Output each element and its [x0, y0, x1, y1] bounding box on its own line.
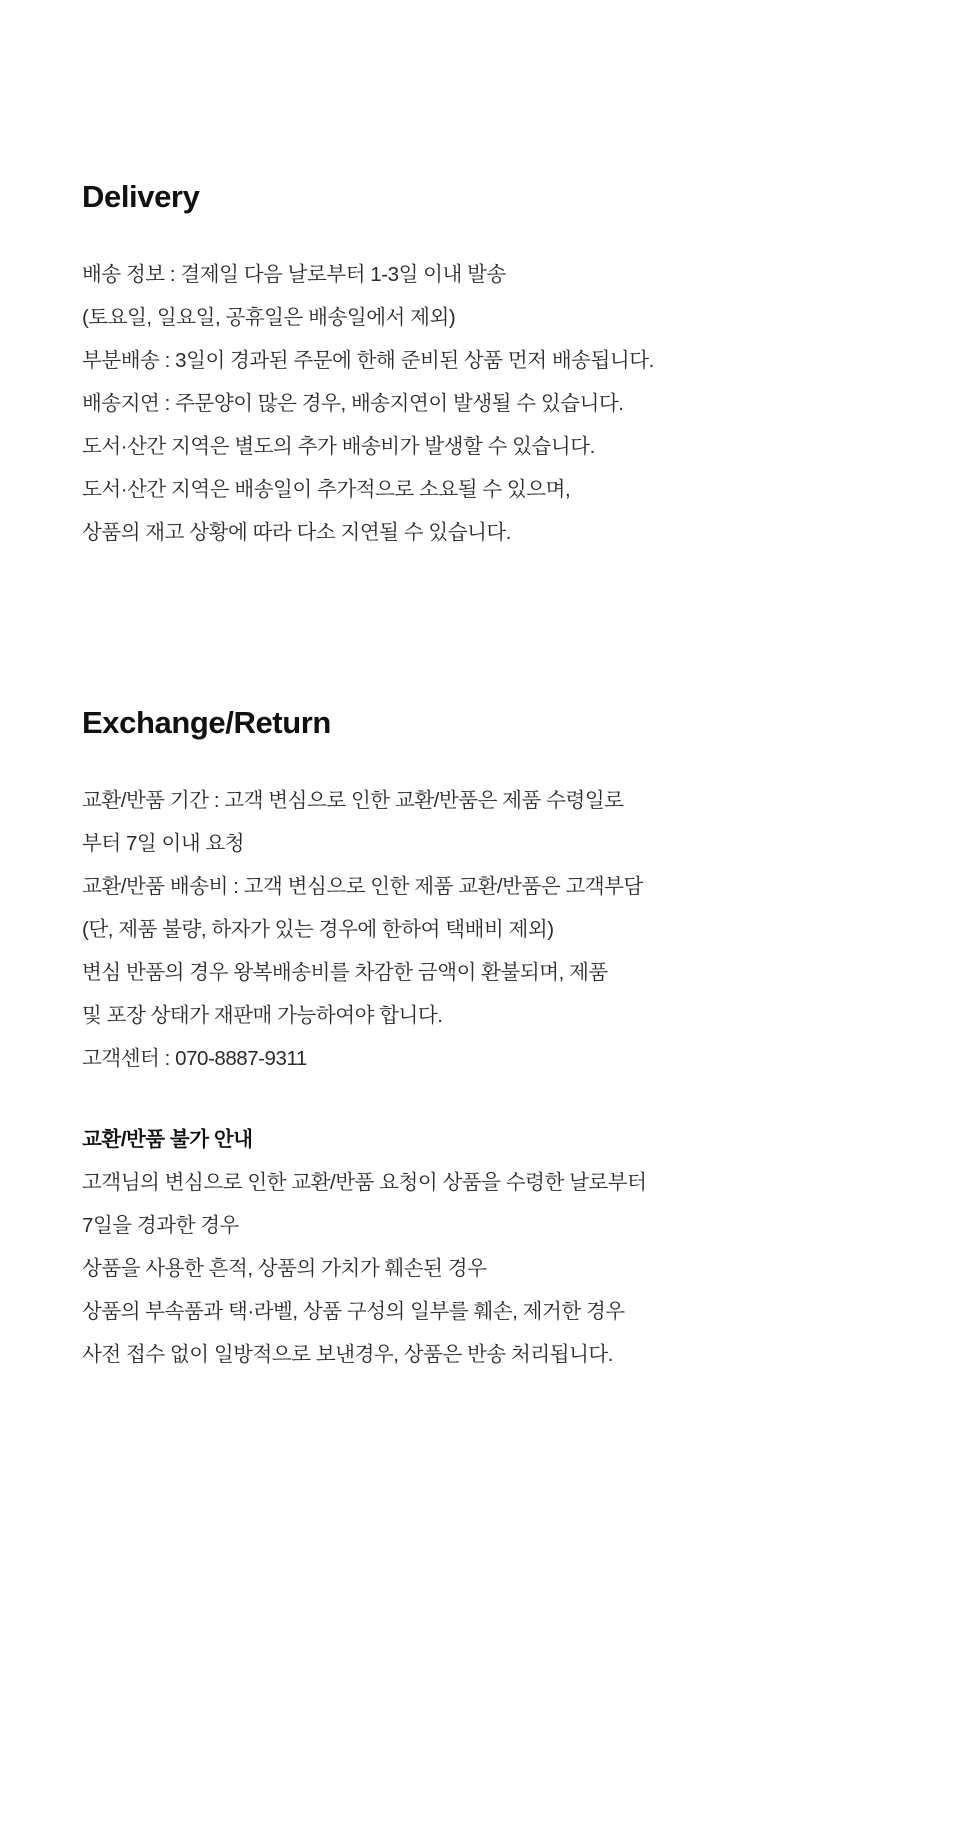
exchange-paragraph-1	[82, 779, 878, 1080]
delivery-line: 배송 정보 : 결제일 다음 날로부터 1-3일 이내 발송	[82, 263, 506, 287]
exchange-line: 상품을 사용한 흔적, 상품의 가치가 훼손된 경우	[82, 1257, 487, 1281]
exchange-line: 고객님의 변심으로 인한 교환/반품 요청이 상품을 수령한 날로부터	[82, 1171, 647, 1195]
customer-center-line: 고객센터 : 070-8887-9311	[82, 1047, 307, 1071]
exchange-line: 변심 반품의 경우 왕복배송비를 차감한 금액이 환불되며, 제품	[82, 961, 608, 985]
exchange-return-section	[82, 554, 878, 1376]
exchange-not-allowed-heading: 교환/반품 불가 안내	[82, 1128, 253, 1152]
exchange-line: 상품의 부속품과 택·라벨, 상품 구성의 일부를 훼손, 제거한 경우	[82, 1300, 625, 1324]
exchange-section-title: Exchange/Return	[82, 705, 331, 741]
exchange-line: 교환/반품 배송비 : 고객 변심으로 인한 제품 교환/반품은 고객부담	[82, 875, 643, 899]
exchange-line: 교환/반품 기간 : 고객 변심으로 인한 교환/반품은 제품 수령일로	[82, 789, 624, 813]
delivery-line: 상품의 재고 상황에 따라 다소 지연될 수 있습니다.	[82, 521, 512, 545]
exchange-not-allowed-block	[82, 1118, 878, 1376]
delivery-line: 배송지연 : 주문양이 많은 경우, 배송지연이 발생될 수 있습니다.	[82, 392, 624, 416]
exchange-line: 부터 7일 이내 요청	[82, 832, 245, 856]
delivery-paragraph-1	[82, 253, 878, 425]
delivery-line: 도서·산간 지역은 별도의 추가 배송비가 발생할 수 있습니다.	[82, 435, 595, 459]
exchange-line: (단, 제품 불량, 하자가 있는 경우에 한하여 택배비 제외)	[82, 918, 554, 942]
delivery-line: 부분배송 : 3일이 경과된 주문에 한해 준비된 상품 먼저 배송됩니다.	[82, 349, 654, 373]
exchange-line: 및 포장 상태가 재판매 가능하여야 합니다.	[82, 1004, 443, 1028]
delivery-line: (토요일, 일요일, 공휴일은 배송일에서 제외)	[82, 306, 456, 330]
delivery-line: 도서·산간 지역은 배송일이 추가적으로 소요될 수 있으며,	[82, 478, 571, 502]
delivery-section-title: Delivery	[82, 179, 200, 214]
bottom-spacer	[82, 1376, 878, 1806]
delivery-section	[82, 0, 878, 554]
exchange-paragraph-2	[82, 1161, 878, 1376]
delivery-paragraph-2	[82, 425, 878, 554]
exchange-line: 사전 접수 없이 일방적으로 보낸경우, 상품은 반송 처리됩니다.	[82, 1343, 614, 1367]
exchange-line: 7일을 경과한 경우	[82, 1214, 239, 1238]
